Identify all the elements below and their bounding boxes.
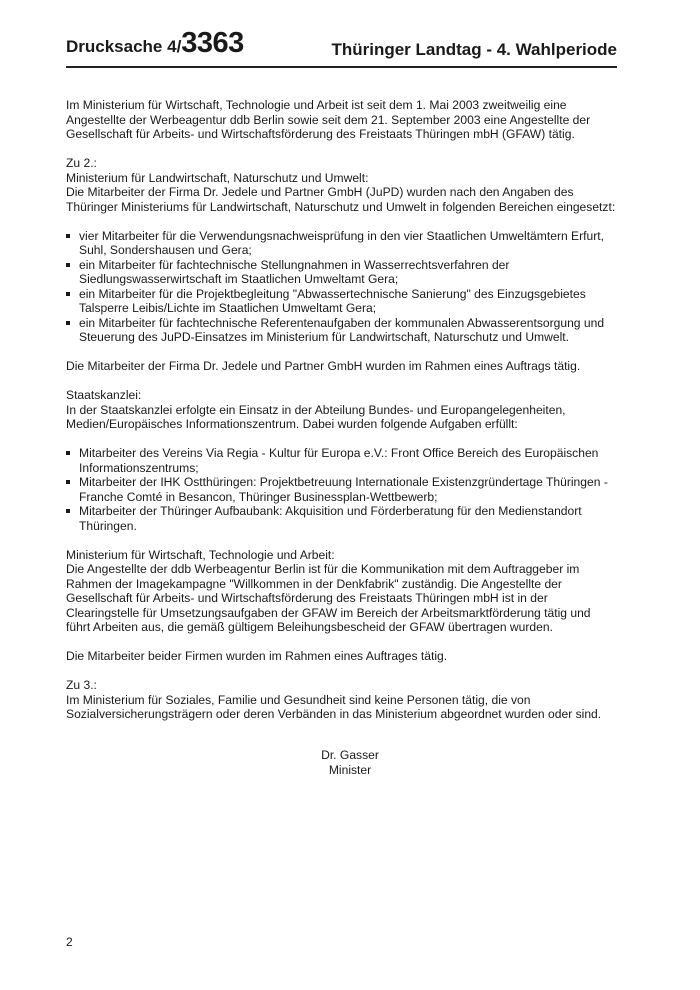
section-heading-mwta: Ministerium für Wirtschaft, Technologie und Arbeit: — [66, 547, 335, 562]
page-number: 2 — [66, 935, 73, 949]
zu3-paragraph: Im Ministerium für Soziales, Familie und Gesundheit sind keine Personen tätig, die von Sozialversicherungsträgern oder deren Verbänden in das Ministerium abgeordnet wurden oder sind. — [66, 692, 602, 721]
list-item: vier Mitarbeiter für die Verwendungsnachweisprüfung in den vier Staatlichen Umweltämtern Erfurt, Suhl, Sondershausen und Gera; — [66, 229, 617, 258]
document-number — [66, 27, 244, 60]
document-prefix: Drucksache 4/ — [66, 37, 182, 56]
staatskanzlei-intro-paragraph: In der Staatskanzlei erfolgte ein Einsatz in der Abteilung Bundes- und Europangelegenheiten, Medien/Europäisches Informationszentrum. Dabei wurden folgende Aufgaben erfüllt: — [66, 402, 566, 431]
list-item: ein Mitarbeiter für fachtechnische Stellungnahmen in Wasserrechtsverfahren der Siedlungswasserwirtschaft im Staatlichen Umweltamt Gera; — [66, 258, 617, 287]
staatskanzlei-bullet-list — [66, 446, 617, 533]
list-item: Mitarbeiter der Thüringer Aufbaubank: Akquisition und Förderberatung für den Medienstandort Thüringen. — [66, 504, 617, 533]
list-item: Mitarbeiter des Vereins Via Regia - Kultur für Europa e.V.: Front Office Bereich des Europäischen Informationszentrums; — [66, 446, 617, 475]
section-heading-staatskanzlei: Staatskanzlei: — [66, 388, 142, 402]
section-heading-mlnu: Ministerium für Landwirtschaft, Naturschutz und Umwelt: — [66, 170, 369, 185]
section-heading-zu-2: Zu 2.: — [66, 156, 97, 170]
parliament-title: Thüringer Landtag - 4. Wahlperiode — [331, 40, 617, 59]
intro-paragraph: Im Ministerium für Wirtschaft, Technologie und Arbeit ist seit dem 1. Mai 2003 zweitweilig eine Angestellte der Werbeagentur ddb Berlin sowie seit dem 21. September 2003 eine Angestellte der Gesellschaft für Arbeits- und Wirtschaftsförderung des Freistaats Thüringen mbH (GFAW) tätig. — [66, 98, 591, 141]
mlnu-outro-paragraph: Die Mitarbeiter der Firma Dr. Jedele und Partner GmbH wurden im Rahmen eines Auftrags tätig. — [66, 359, 581, 373]
list-item: ein Mitarbeiter für fachtechnische Referentenaufgaben der kommunalen Abwasserentsorgung und Steuerung des JuPD-Einsatzes im Ministerium für Landwirtschaft, Naturschutz und Umwelt. — [66, 316, 617, 345]
section-heading-zu-3: Zu 3.: — [66, 678, 97, 692]
document-number-value: 3363 — [181, 27, 244, 59]
document-body — [66, 98, 617, 722]
page-header — [66, 27, 617, 68]
mwta-outro-paragraph: Die Mitarbeiter beider Firmen wurden im Rahmen eines Auftrages tätig. — [66, 649, 448, 663]
mwta-paragraph: Die Angestellte der ddb Werbeagentur Berlin ist für die Kommunikation mit dem Auftraggeber im Rahmen der Imagekampagne "Willkommen in der Denkfabrik" zuständig. Die Angestellte der Gesellschaft für Arbeits- und Wirtschaftsförderung des Freistaats Thüringen mbH ist in der Clearingstelle für Umsetzungsaufgaben der GFAW im Bereich der Arbeitsmarktförderung tätig und führt Arbeiten aus, die gemäß gültigem Beleihungsbescheid der GFAW übertragen wurden. — [66, 562, 591, 634]
mlnu-intro-paragraph: Die Mitarbeiter der Firma Dr. Jedele und Partner GmbH (JuPD) wurden nach den Angaben des Thüringer Ministeriums für Landwirtschaft, Naturschutz und Umwelt in folgenden Bereichen eingesetzt: — [66, 185, 616, 214]
mlnu-bullet-list — [66, 229, 617, 345]
signature-role: Minister — [328, 763, 372, 777]
list-item: ein Mitarbeiter für die Projektbegleitung "Abwassertechnische Sanierung" des Einzugsgebietes Talsperre Leibis/Lichte im Staatlichen Umweltamt Gera; — [66, 287, 617, 316]
signature-block — [0, 748, 700, 778]
signature-name: Dr. Gasser — [321, 748, 379, 762]
list-item: Mitarbeiter der IHK Ostthüringen: Projektbetreuung Internationale Existenzgründertage Thüringen - Franche Comté in Besancon, Thüringer Businessplan-Wettbewerb; — [66, 475, 617, 504]
